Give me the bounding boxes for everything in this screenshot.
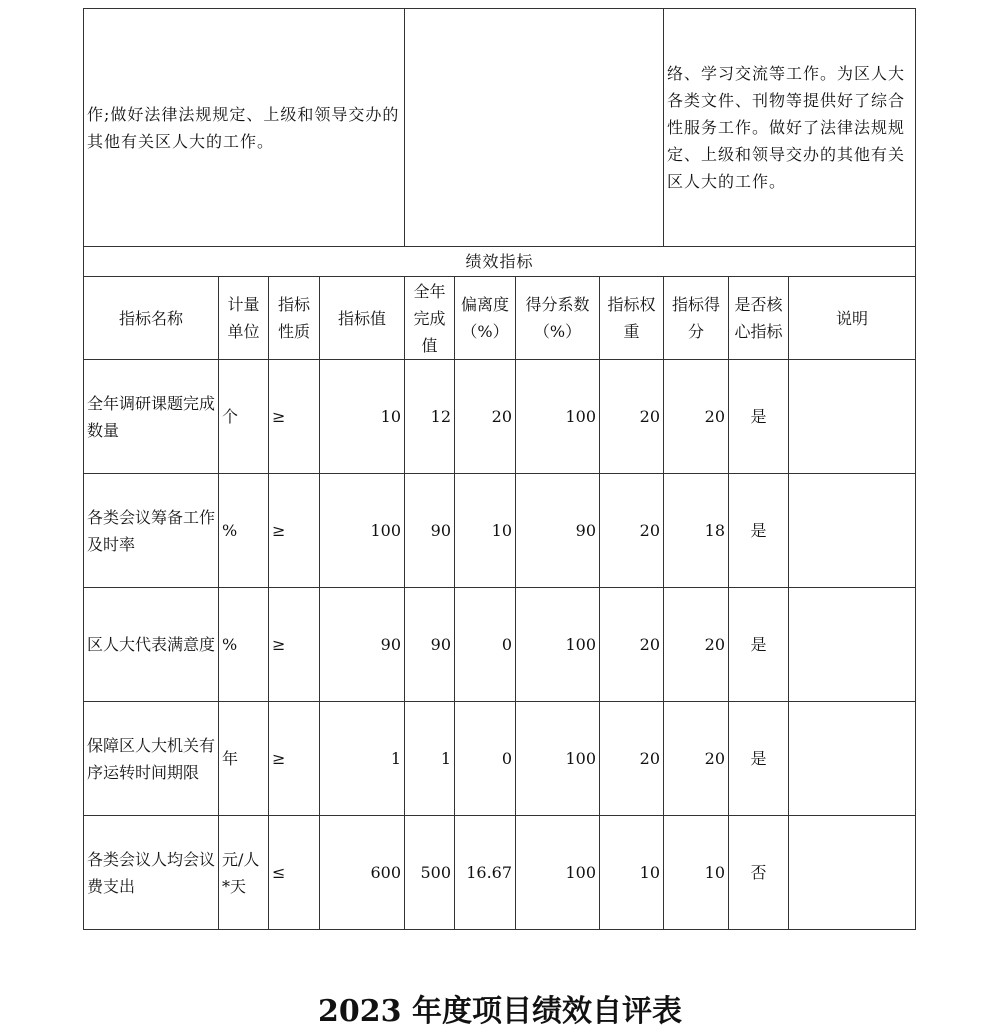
cell-coef: 100 <box>516 360 600 474</box>
cell-nature: ≥ <box>269 360 320 474</box>
cell-unit: 元/人*天 <box>219 816 269 930</box>
cell-note <box>789 474 916 588</box>
summary-left-cell: 作;做好法律法规规定、上级和领导交办的其他有关区人大的工作。 <box>84 9 405 247</box>
header-note: 说明 <box>789 277 916 360</box>
cell-coef: 90 <box>516 474 600 588</box>
cell-unit: 个 <box>219 360 269 474</box>
cell-core: 是 <box>729 588 789 702</box>
header-row <box>84 277 916 360</box>
cell-core: 否 <box>729 816 789 930</box>
cell-unit: % <box>219 474 269 588</box>
summary-right-cell: 络、学习交流等工作。为区人大各类文件、刊物等提供好了综合性服务工作。做好了法律法规规定、上级和领导交办的其他有关区人大的工作。 <box>664 9 916 247</box>
cell-coef: 100 <box>516 702 600 816</box>
cell-score: 20 <box>664 702 729 816</box>
cell-target: 1 <box>320 702 405 816</box>
cell-coef: 100 <box>516 816 600 930</box>
table-row <box>84 474 916 588</box>
cell-deviation: 0 <box>455 702 516 816</box>
cell-weight: 20 <box>600 588 664 702</box>
section-row <box>84 247 916 277</box>
performance-table <box>83 8 916 930</box>
cell-deviation: 16.67 <box>455 816 516 930</box>
cell-name: 保障区人大机关有序运转时间期限 <box>84 702 219 816</box>
cell-actual: 12 <box>405 360 455 474</box>
cell-coef: 100 <box>516 588 600 702</box>
cell-name: 区人大代表满意度 <box>84 588 219 702</box>
cell-target: 100 <box>320 474 405 588</box>
header-unit: 计量单位 <box>219 277 269 360</box>
cell-weight: 20 <box>600 360 664 474</box>
header-score: 指标得分 <box>664 277 729 360</box>
cell-note <box>789 588 916 702</box>
summary-middle-cell <box>405 9 664 247</box>
cell-target: 600 <box>320 816 405 930</box>
header-core: 是否核心指标 <box>729 277 789 360</box>
table-row <box>84 588 916 702</box>
cell-actual: 90 <box>405 474 455 588</box>
table-row <box>84 360 916 474</box>
document-title: 2023 年度项目绩效自评表 <box>318 994 682 1029</box>
cell-weight: 20 <box>600 474 664 588</box>
cell-actual: 500 <box>405 816 455 930</box>
cell-core: 是 <box>729 702 789 816</box>
cell-actual: 90 <box>405 588 455 702</box>
cell-unit: 年 <box>219 702 269 816</box>
cell-score: 20 <box>664 588 729 702</box>
summary-row <box>84 9 916 247</box>
cell-note <box>789 360 916 474</box>
cell-score: 18 <box>664 474 729 588</box>
header-target: 指标值 <box>320 277 405 360</box>
header-deviation: 偏离度（%） <box>455 277 516 360</box>
header-actual: 全年完成值 <box>405 277 455 360</box>
cell-name: 各类会议人均会议费支出 <box>84 816 219 930</box>
cell-actual: 1 <box>405 702 455 816</box>
cell-target: 10 <box>320 360 405 474</box>
cell-nature: ≥ <box>269 588 320 702</box>
cell-name: 全年调研课题完成数量 <box>84 360 219 474</box>
section-title: 绩效指标 <box>84 247 916 277</box>
cell-weight: 20 <box>600 702 664 816</box>
table-row <box>84 816 916 930</box>
cell-name: 各类会议筹备工作及时率 <box>84 474 219 588</box>
header-coef: 得分系数（%） <box>516 277 600 360</box>
cell-deviation: 10 <box>455 474 516 588</box>
cell-nature: ≥ <box>269 474 320 588</box>
cell-core: 是 <box>729 474 789 588</box>
header-nature: 指标性质 <box>269 277 320 360</box>
cell-target: 90 <box>320 588 405 702</box>
cell-note <box>789 702 916 816</box>
cell-core: 是 <box>729 360 789 474</box>
cell-deviation: 0 <box>455 588 516 702</box>
table-row <box>84 702 916 816</box>
cell-unit: % <box>219 588 269 702</box>
header-weight: 指标权重 <box>600 277 664 360</box>
cell-nature: ≥ <box>269 702 320 816</box>
cell-deviation: 20 <box>455 360 516 474</box>
cell-score: 20 <box>664 360 729 474</box>
cell-weight: 10 <box>600 816 664 930</box>
cell-note <box>789 816 916 930</box>
header-name: 指标名称 <box>84 277 219 360</box>
cell-nature: ≤ <box>269 816 320 930</box>
cell-score: 10 <box>664 816 729 930</box>
